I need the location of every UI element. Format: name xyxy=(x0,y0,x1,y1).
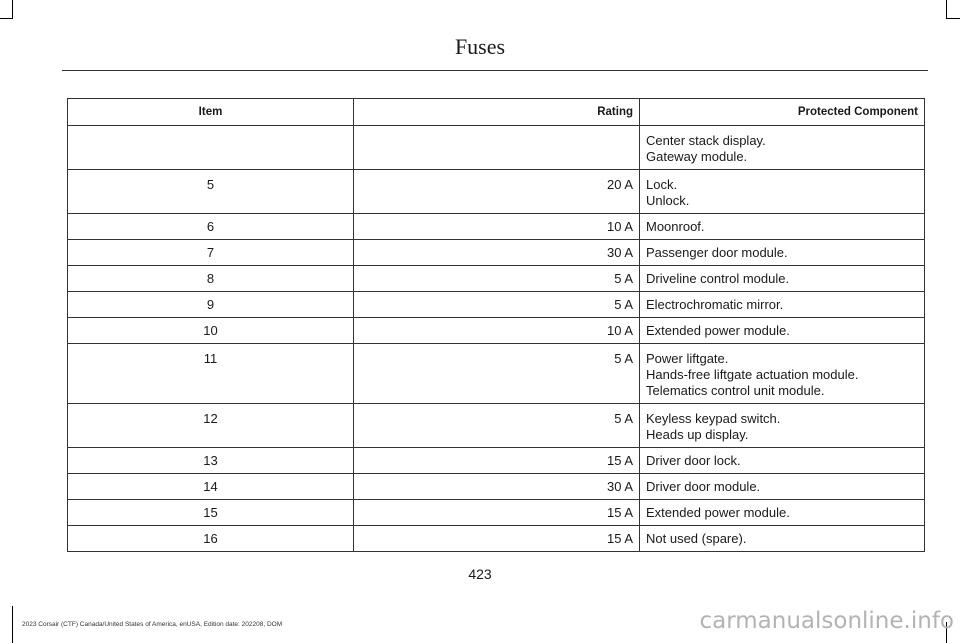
table-row xyxy=(68,500,925,526)
cell-protected-component xyxy=(640,344,925,404)
component-line: Driver door module. xyxy=(646,479,761,494)
fuse-table xyxy=(67,98,925,552)
cell-rating: 5 A xyxy=(354,404,640,448)
page-number: 423 xyxy=(468,566,492,582)
cell-item: 5 xyxy=(68,170,354,214)
component-line: Driveline control module. xyxy=(646,271,790,286)
component-line: Moonroof. xyxy=(646,219,705,234)
crop-mark-bottom-left-v xyxy=(12,606,13,643)
watermark-logo: carmanualsonline.info xyxy=(699,608,954,634)
crop-mark-top-left-v xyxy=(12,0,13,18)
component-line: Extended power module. xyxy=(646,505,790,520)
table-row xyxy=(68,214,925,240)
cell-protected-component xyxy=(640,126,925,170)
cell-item: 9 xyxy=(68,292,354,318)
cell-rating: 5 A xyxy=(354,344,640,404)
cell-protected-component xyxy=(640,318,925,344)
table-row xyxy=(68,448,925,474)
component-line: Unlock. xyxy=(646,193,690,208)
cell-rating: 15 A xyxy=(354,500,640,526)
component-line: Center stack display. xyxy=(646,133,766,148)
cell-item: 7 xyxy=(68,240,354,266)
table-row xyxy=(68,404,925,448)
column-header-protected-component: Protected Component xyxy=(640,99,925,126)
crop-mark-top-left-h xyxy=(0,18,13,19)
cell-rating: 15 A xyxy=(354,526,640,552)
page-title: Fuses xyxy=(454,34,506,59)
component-line: Keyless keypad switch. xyxy=(646,411,781,426)
cell-rating: 5 A xyxy=(354,266,640,292)
cell-item: 8 xyxy=(68,266,354,292)
header-divider xyxy=(62,70,928,71)
cell-protected-component xyxy=(640,170,925,214)
edition-footer: 2023 Corsair (CTF) Canada/United States of America, enUSA, Edition date: 202208, DOM xyxy=(22,621,283,628)
cell-protected-component xyxy=(640,240,925,266)
cell-protected-component xyxy=(640,266,925,292)
component-line: Lock. xyxy=(646,177,678,192)
column-header-item: Item xyxy=(68,99,354,126)
cell-protected-component xyxy=(640,526,925,552)
cell-protected-component xyxy=(640,214,925,240)
component-line: Gateway module. xyxy=(646,149,748,164)
column-header-rating: Rating xyxy=(354,99,640,126)
fuse-table-body xyxy=(68,126,925,552)
cell-protected-component xyxy=(640,500,925,526)
table-header-row xyxy=(68,99,925,126)
component-line: Electrochromatic mirror. xyxy=(646,297,784,312)
cell-item: 14 xyxy=(68,474,354,500)
table-row xyxy=(68,526,925,552)
cell-rating: 30 A xyxy=(354,474,640,500)
crop-mark-top-right-v xyxy=(946,0,947,18)
cell-protected-component xyxy=(640,404,925,448)
table-row xyxy=(68,240,925,266)
component-line: Extended power module. xyxy=(646,323,790,338)
cell-protected-component xyxy=(640,292,925,318)
cell-protected-component xyxy=(640,474,925,500)
cell-rating: 10 A xyxy=(354,214,640,240)
cell-rating: 5 A xyxy=(354,292,640,318)
component-line: Driver door lock. xyxy=(646,453,741,468)
cell-rating: 30 A xyxy=(354,240,640,266)
table-row xyxy=(68,170,925,214)
cell-rating: 10 A xyxy=(354,318,640,344)
cell-item: 12 xyxy=(68,404,354,448)
table-row xyxy=(68,474,925,500)
component-line: Not used (spare). xyxy=(646,531,747,546)
table-row xyxy=(68,266,925,292)
table-row xyxy=(68,344,925,404)
component-line: Heads up display. xyxy=(646,427,749,442)
cell-item: 6 xyxy=(68,214,354,240)
cell-rating: 15 A xyxy=(354,448,640,474)
cell-protected-component xyxy=(640,448,925,474)
table-row xyxy=(68,292,925,318)
cell-item: 11 xyxy=(68,344,354,404)
cell-item: 10 xyxy=(68,318,354,344)
component-line: Power liftgate. xyxy=(646,351,729,366)
cell-rating: 20 A xyxy=(354,170,640,214)
component-line: Telematics control unit module. xyxy=(646,383,825,398)
component-line: Passenger door module. xyxy=(646,245,788,260)
table-row xyxy=(68,126,925,170)
table-row xyxy=(68,318,925,344)
cell-item: 13 xyxy=(68,448,354,474)
component-line: Hands-free liftgate actuation module. xyxy=(646,367,859,382)
crop-mark-top-right-h xyxy=(946,18,960,19)
cell-rating xyxy=(354,126,640,170)
cell-item: 16 xyxy=(68,526,354,552)
cell-item xyxy=(68,126,354,170)
cell-item: 15 xyxy=(68,500,354,526)
